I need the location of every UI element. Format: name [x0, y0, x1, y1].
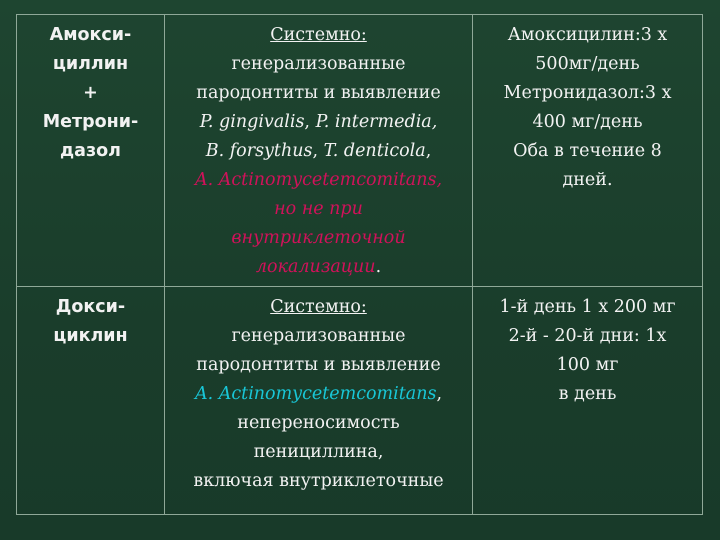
exclusion-line: внутриклеточной: [231, 228, 406, 248]
indication-line: пародонтиты и выявление: [196, 355, 441, 375]
indication-cell: [165, 287, 473, 515]
separator: ,: [304, 112, 316, 132]
drug-name-line: Докси-: [55, 297, 126, 317]
indication-line: включая внутриклеточные: [193, 471, 444, 491]
dosage-line: 2-й - 20-й дни: 1х: [508, 326, 667, 346]
pathogen-name: P. intermedia,: [315, 112, 438, 132]
separator: ,: [312, 141, 324, 161]
drug-name-cell: [17, 287, 165, 515]
table-row: [17, 15, 703, 287]
pathogen-line: [171, 137, 466, 166]
pathogen-highlight: A. Actinomycetemcomitans: [194, 384, 437, 404]
indication-line: генерализованные: [231, 54, 406, 74]
dosage-line: Амоксицилин:3 х: [507, 25, 668, 45]
drug-name-line: +: [83, 83, 98, 103]
pathogen-highlight: A. Actinomycetemcomitans,: [194, 170, 443, 190]
pathogen-line: [171, 380, 466, 409]
dosage-line: Метронидазол:3 х: [503, 83, 672, 103]
period: .: [375, 257, 382, 277]
drug-name-cell: [17, 15, 165, 287]
exclusion-line: [171, 253, 466, 282]
separator: ,: [436, 384, 443, 404]
pathogen-line: [171, 108, 466, 137]
drug-name-line: Амокси-: [49, 25, 132, 45]
indication-heading: Системно:: [270, 297, 367, 317]
drug-name-line: циллин: [52, 54, 129, 74]
antibiotic-table: [16, 14, 703, 515]
drug-name-line: циклин: [53, 326, 128, 346]
indication-line: генерализованные: [231, 326, 406, 346]
indication-line: пенициллина,: [253, 442, 384, 462]
dosage-cell: [473, 287, 703, 515]
dosage-line: дней.: [562, 170, 613, 190]
separator: ,: [425, 141, 432, 161]
indication-heading: Системно:: [270, 25, 367, 45]
pathogen-name: T. denticola: [323, 141, 426, 161]
dosage-line: 1-й день 1 х 200 мг: [499, 297, 676, 317]
dosage-line: 100 мг: [556, 355, 619, 375]
table-row: [17, 287, 703, 515]
dosage-line: Оба в течение 8: [513, 141, 662, 161]
pathogen-name: P. gingivalis: [199, 112, 305, 132]
drug-name-line: дазол: [60, 141, 121, 161]
indication-line: непереносимость: [237, 413, 400, 433]
indication-line: пародонтиты и выявление: [196, 83, 441, 103]
dosage-line: в день: [558, 384, 617, 404]
pathogen-name: B. forsythus: [205, 141, 313, 161]
indication-cell: [165, 15, 473, 287]
drug-name-line: Метрони-: [42, 112, 139, 132]
dosage-line: 400 мг/день: [532, 112, 643, 132]
exclusion-word: локализации: [255, 257, 376, 277]
dosage-line: 500мг/день: [535, 54, 640, 74]
exclusion-line: но не при: [274, 199, 363, 219]
dosage-cell: [473, 15, 703, 287]
